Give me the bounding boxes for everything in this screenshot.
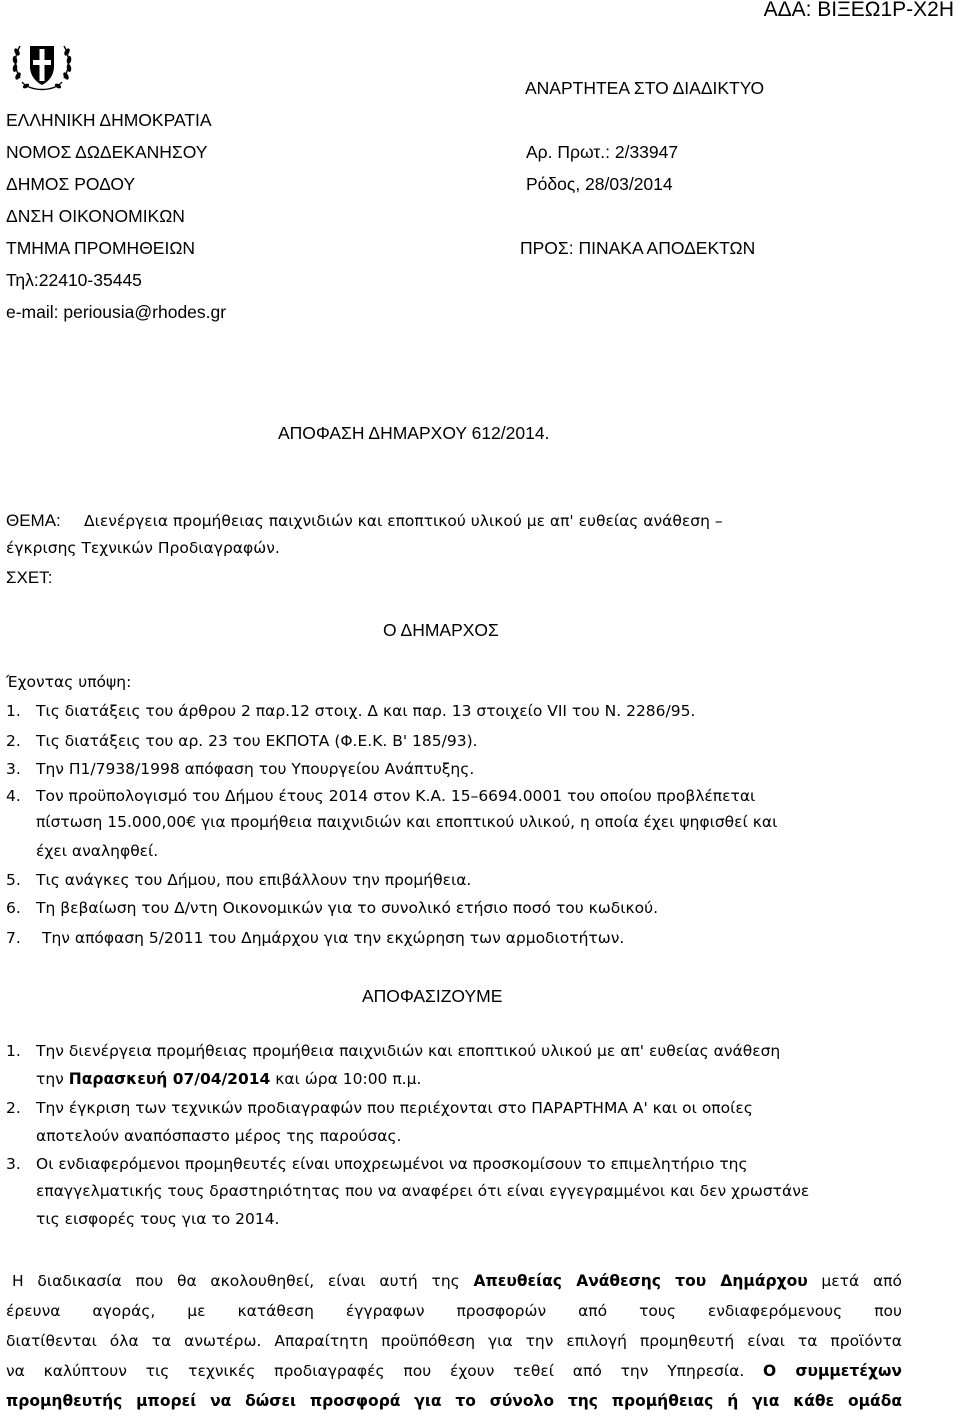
header-line-directorate: ΔΝΣΗ ΟΙΚΟΝΟΜΙΚΩΝ	[6, 206, 185, 226]
decide-heading: ΑΠΟΦΑΣΙΖΟΥΜΕ	[362, 986, 503, 1006]
reference-label: ΣΧΕΤ:	[6, 568, 53, 587]
header-line-prefecture: ΝΟΜΟΣ ΔΩΔΕΚΑΝΗΣΟΥ	[6, 142, 208, 162]
protocol-number: Αρ. Πρωτ.: 2/33947	[526, 142, 679, 162]
direct-award-bold: Απευθείας Ανάθεσης του Δημάρχου	[473, 1272, 808, 1290]
subject-label: ΘΕΜΑ:	[6, 511, 61, 530]
greek-emblem-icon	[10, 38, 74, 100]
place-date: Ρόδος, 28/03/2014	[526, 174, 673, 194]
header-line-phone: Τηλ:22410-35445	[6, 270, 142, 290]
posted-online-label: ΑΝΑΡΤΗΤΕΑ ΣΤΟ ΔΙΑΔΙΚΤΥΟ	[525, 78, 765, 98]
mayor-heading: Ο ΔΗΜΑΡΧΟΣ	[383, 620, 499, 640]
subject-line-2: έγκρισης Τεχνικών Προδιαγραφών.	[6, 539, 280, 557]
decision-date-bold: Παρασκευή 07/04/2014	[68, 1070, 271, 1088]
header-line-republic: ΕΛΛΗΝΙΚΗ ΔΗΜΟΚΡΑΤΙΑ	[6, 110, 212, 130]
header-line-municipality: ΔΗΜΟΣ ΡΟΔΟΥ	[6, 174, 136, 194]
considering-label: Έχοντας υπόψη:	[6, 673, 132, 691]
decision-title: ΑΠΟΦΑΣΗ ΔΗΜΑΡΧΟΥ 612/2014.	[278, 423, 550, 443]
header-line-department: ΤΜΗΜΑ ΠΡΟΜΗΘΕΙΩΝ	[6, 238, 196, 258]
subject-line-1: Διενέργεια προμήθειας παιχνιδιών και εποπτικού υλικού με απ' ευθείας ανάθεση –	[84, 512, 723, 530]
recipient-line: ΠΡΟΣ: ΠΙΝΑΚΑ ΑΠΟΔΕΚΤΩΝ	[520, 238, 756, 258]
header-line-email: e-mail: periousia@rhodes.gr	[6, 302, 227, 322]
closing-paragraph: Η διαδικασία που θα ακολουθηθεί, είναι αυτή της Απευθείας Ανάθεσης του Δημάρχου μετά από έρευνα αγοράς, με κατάθεση έγγραφων προσφορών από τους ενδιαφερόμενους που διατίθενται όλα τα ανωτέρω. Απαραίτητη προϋπόθεση για την επιλογή προμηθευτή είναι τα προϊόντα να καλύπτουν τις τεχνικές προδιαγραφές που έχουν τεθεί από την Υπηρεσία. Ο συμμετέχων προμηθευτής μπορεί να δώσει προσφορά για το σύνολο της προμήθειας ή για κάθε ομάδα	[6, 1272, 902, 1410]
ada-code: ΑΔΑ: ΒΙΞΕΩ1Ρ-Χ2Η	[763, 0, 954, 21]
